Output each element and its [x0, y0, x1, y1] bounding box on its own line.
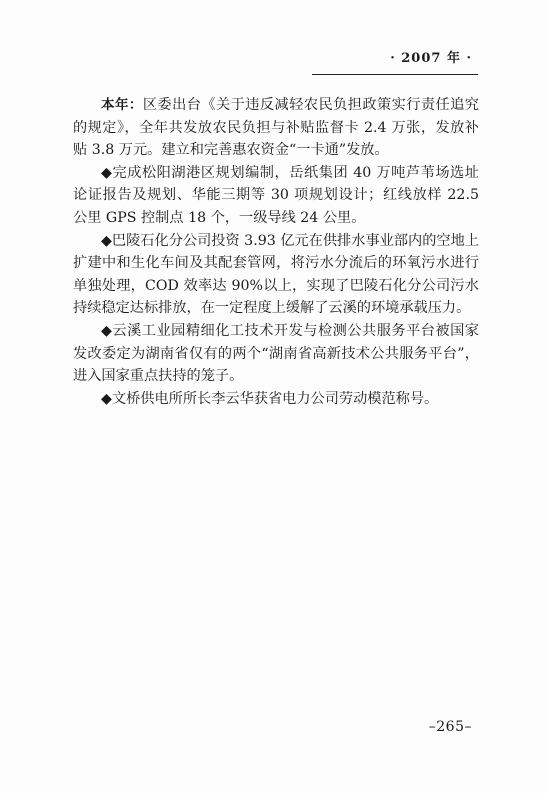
body-text [73, 94, 479, 410]
paragraph-lead: 本年： [101, 97, 143, 113]
paragraph-summary [73, 94, 479, 162]
header-rule [312, 74, 478, 75]
paragraph-award [73, 388, 479, 411]
paragraph-text: 区委出台《关于违反减轻农民负担政策实行责任追究的规定》，全年共发放农民负担与补贴监督卡 2.4 万张，发放补贴 3.8 万元。建立和完善惠农资金“一卡通”发放。 [73, 97, 479, 159]
paragraph-text: ◆完成松阳湖港区规划编制，岳纸集团 40 万吨芦苇场选址论证报告及规划、华能三期等 30 项规划设计；红线放样 22.5 公里 GPS 控制点 18 个，一级导线 24 公里。 [73, 164, 479, 226]
paragraph-planning [73, 162, 479, 230]
paragraph-text: ◆云溪工业园精细化工技术开发与检测公共服务平台被国家发改委定为湖南省仅有的两个“湖南省高新技术公共服务平台”，进入国家重点扶持的笼子。 [73, 322, 479, 385]
paragraph-text: ◆文桥供电所所长李云华获省电力公司劳动模范称号。 [101, 390, 439, 407]
paragraph-sewage [73, 230, 479, 320]
paragraph-text: ◆巴陵石化分公司投资 3.93 亿元在供排水事业部内的空地上扩建中和生化车间及其配套管网，将污水分流后的环氧污水进行单独处理，COD 效率达 90%以上，实现了巴陵石化分公司污水持续稳定达标排放，在一定程度上缓解了云溪的环境承载压力。 [73, 232, 479, 317]
running-header-year: · 2007 年 · [390, 51, 472, 66]
paragraph-industrial-park [73, 320, 479, 388]
page-number: –265– [428, 719, 472, 735]
